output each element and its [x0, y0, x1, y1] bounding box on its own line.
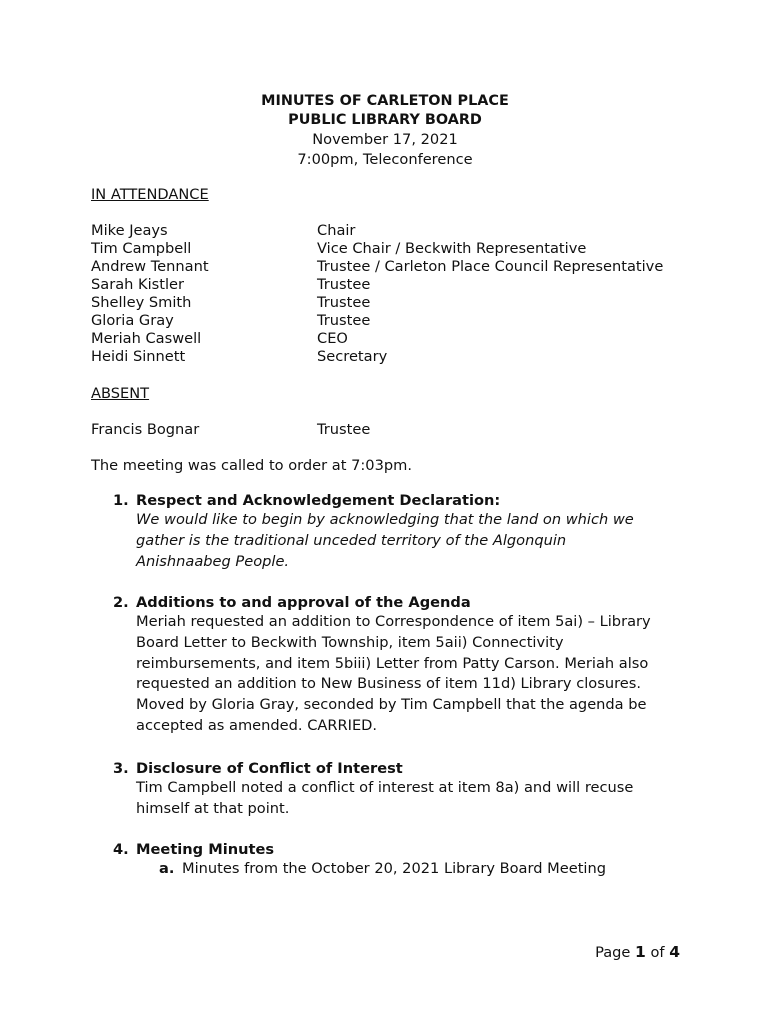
text-line: Tim Campbell noted a conflict of interest at item 8a) and will recuse	[136, 779, 634, 796]
text-line: gather is the traditional unceded territory of the Algonquin	[136, 531, 567, 549]
document-header	[0, 92, 770, 170]
absent-list	[91, 421, 731, 439]
acknowledgement-text	[136, 510, 673, 572]
agenda-item-1	[113, 492, 673, 572]
attendee-name: Meriah Caswell	[91, 330, 202, 347]
title-line-1: MINUTES OF CARLETON PLACE	[261, 93, 509, 109]
text-line: himself at that point.	[136, 799, 290, 817]
total-page-count: 4	[669, 943, 680, 961]
agenda-item-heading	[113, 760, 673, 778]
agenda-item-2	[113, 594, 673, 737]
attendee-row	[91, 330, 731, 348]
attendee-row	[91, 258, 731, 276]
text-line: Anishnaabeg People.	[136, 552, 290, 570]
attendee-role: Trustee / Carleton Place Council Representative	[317, 258, 664, 275]
attendee-role: Chair	[317, 222, 356, 239]
agenda-item-3	[113, 760, 673, 820]
attendee-name: Tim Campbell	[91, 240, 192, 257]
attendee-name: Sarah Kistler	[91, 276, 185, 293]
text-line: Board Letter to Beckwith Township, item 5aii) Connectivity	[136, 633, 564, 651]
attendance-heading: IN ATTENDANCE	[91, 186, 209, 203]
of-word: of	[650, 944, 665, 961]
attendee-row	[91, 312, 731, 330]
title-line-2: PUBLIC LIBRARY BOARD	[288, 112, 482, 128]
attendee-row	[91, 348, 731, 366]
attendee-row	[91, 222, 731, 240]
absent-heading: ABSENT	[91, 385, 150, 402]
attendee-row	[91, 240, 731, 258]
attendee-row	[91, 294, 731, 312]
item-number: 4.	[113, 841, 129, 858]
item-number: 2.	[113, 594, 129, 611]
sub-item	[159, 859, 673, 879]
absentee-row	[91, 421, 731, 439]
meeting-time-location: 7:00pm, Teleconference	[297, 151, 473, 168]
agenda-item-heading	[113, 594, 673, 612]
call-to-order: The meeting was called to order at 7:03pm.	[91, 457, 412, 474]
item-number: 1.	[113, 492, 129, 509]
attendee-role: Trustee	[317, 294, 371, 311]
conflict-of-interest-text	[136, 778, 673, 820]
item-number: 3.	[113, 760, 129, 777]
attendance-list	[91, 222, 731, 366]
attendee-name: Mike Jeays	[91, 222, 168, 239]
current-page-number: 1	[635, 943, 646, 961]
attendee-role: Trustee	[317, 276, 371, 293]
page-word: Page	[595, 944, 631, 961]
attendee-role: Vice Chair / Beckwith Representative	[317, 240, 587, 257]
agenda-item-heading	[113, 492, 673, 510]
attendee-name: Heidi Sinnett	[91, 348, 186, 365]
item-title: Disclosure of Conflict of Interest	[136, 760, 403, 777]
attendee-name: Shelley Smith	[91, 294, 192, 311]
attendee-row	[91, 276, 731, 294]
sub-item-text: Minutes from the October 20, 2021 Library Board Meeting	[182, 860, 606, 877]
attendee-role: CEO	[317, 330, 348, 347]
absentee-name: Francis Bognar	[91, 421, 200, 438]
absentee-role: Trustee	[317, 421, 371, 438]
text-line: reimbursements, and item 5biii) Letter from Patty Carson. Meriah also	[136, 654, 649, 672]
agenda-item-heading	[113, 841, 673, 859]
attendee-name: Gloria Gray	[91, 312, 174, 329]
agenda-item-4	[113, 841, 673, 879]
item-title: Additions to and approval of the Agenda	[136, 594, 471, 611]
attendee-role: Trustee	[317, 312, 371, 329]
item-title: Respect and Acknowledgement Declaration:	[136, 492, 501, 509]
agenda-approval-text	[136, 612, 673, 737]
page-footer	[595, 942, 680, 963]
attendee-name: Andrew Tennant	[91, 258, 209, 275]
item-title: Meeting Minutes	[136, 841, 275, 858]
meeting-date: November 17, 2021	[312, 131, 458, 148]
text-line: accepted as amended. CARRIED.	[136, 716, 378, 734]
text-line: We would like to begin by acknowledging that the land on which we	[136, 511, 634, 528]
text-line: Moved by Gloria Gray, seconded by Tim Campbell that the agenda be	[136, 696, 647, 714]
sub-item-letter: a.	[159, 860, 175, 877]
text-line: requested an addition to New Business of item 11d) Library closures.	[136, 675, 641, 693]
text-line: Meriah requested an addition to Correspondence of item 5ai) – Library	[136, 613, 651, 630]
attendee-role: Secretary	[317, 348, 388, 365]
